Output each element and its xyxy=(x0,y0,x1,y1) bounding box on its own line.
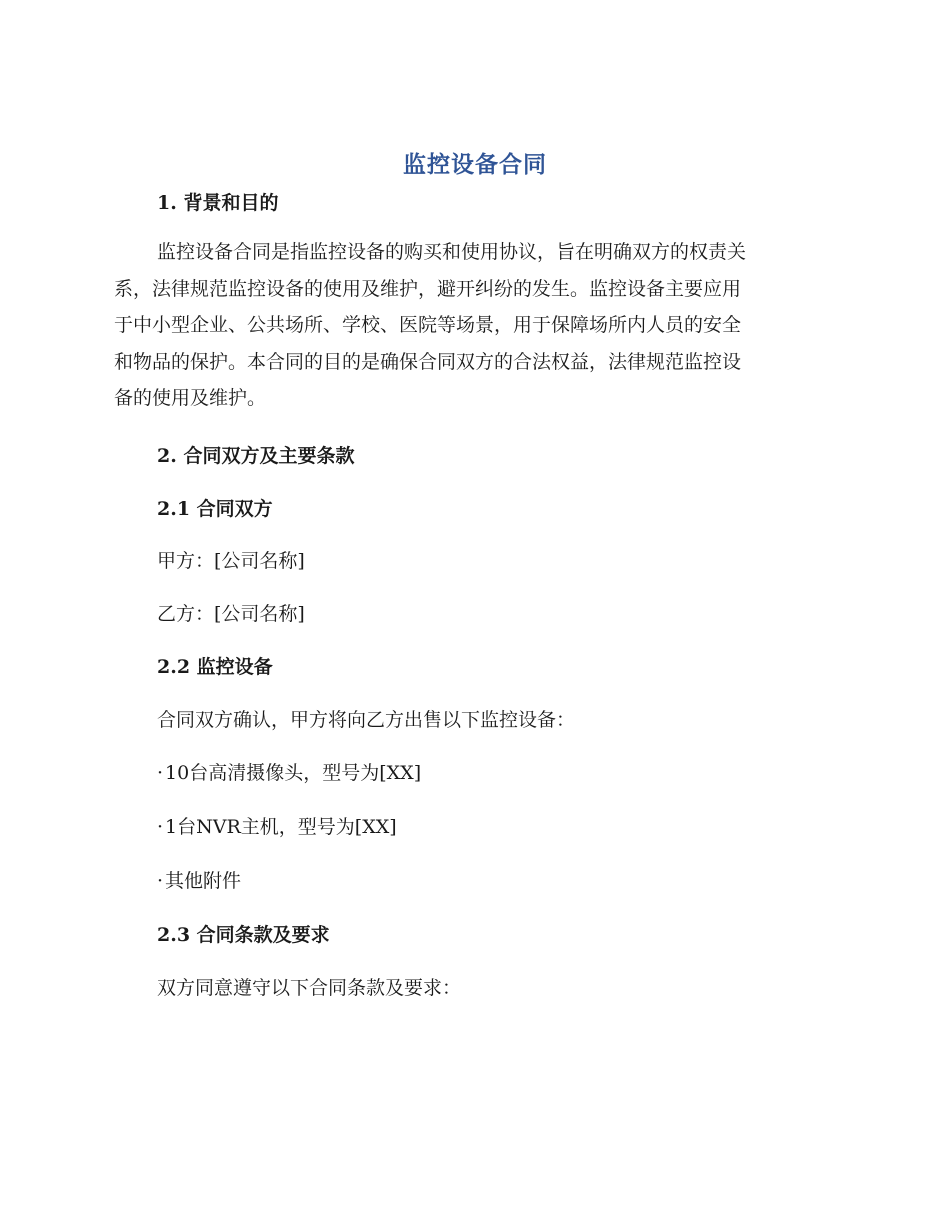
party-a-line: 甲方：[公司名称] xyxy=(157,550,305,572)
list-item xyxy=(157,812,397,839)
bullet-icon: · xyxy=(157,762,164,784)
section-2-3-heading: 2.3 合同条款及要求 xyxy=(157,924,330,946)
section-1-heading: 1. 背景和目的 xyxy=(157,192,279,214)
section-1-paragraph xyxy=(114,234,834,417)
paragraph-line: 备的使用及维护。 xyxy=(114,387,267,409)
list-item-text: 1台NVR主机，型号为[XX] xyxy=(165,816,397,838)
paragraph-line: 系，法律规范监控设备的使用及维护，避开纠纷的发生。监控设备主要应用 xyxy=(114,277,742,300)
paragraph-line: 和物品的保护。本合同的目的是确保合同双方的合法权益，法律规范监控设 xyxy=(114,350,742,373)
party-b-line: 乙方：[公司名称] xyxy=(157,603,305,625)
terms-intro: 双方同意遵守以下合同条款及要求： xyxy=(157,977,462,999)
paragraph-line: 监控设备合同是指监控设备的购买和使用协议，旨在明确双方的权责关 xyxy=(157,241,747,263)
bullet-icon: · xyxy=(157,816,164,838)
section-2-2-heading: 2.2 监控设备 xyxy=(157,656,273,678)
section-2-heading: 2. 合同双方及主要条款 xyxy=(157,445,355,467)
list-item-text: 其他附件 xyxy=(165,870,242,892)
paragraph-line: 于中小型企业、公共场所、学校、医院等场景，用于保障场所内人员的安全 xyxy=(114,314,742,336)
equipment-intro: 合同双方确认，甲方将向乙方出售以下监控设备： xyxy=(157,709,576,731)
list-item xyxy=(157,758,421,785)
list-item xyxy=(157,866,241,893)
bullet-icon: · xyxy=(157,870,164,892)
document-title: 监控设备合同 xyxy=(403,152,547,178)
list-item-text: 10台高清摄像头，型号为[XX] xyxy=(165,762,422,784)
section-2-1-heading: 2.1 合同双方 xyxy=(157,498,273,520)
